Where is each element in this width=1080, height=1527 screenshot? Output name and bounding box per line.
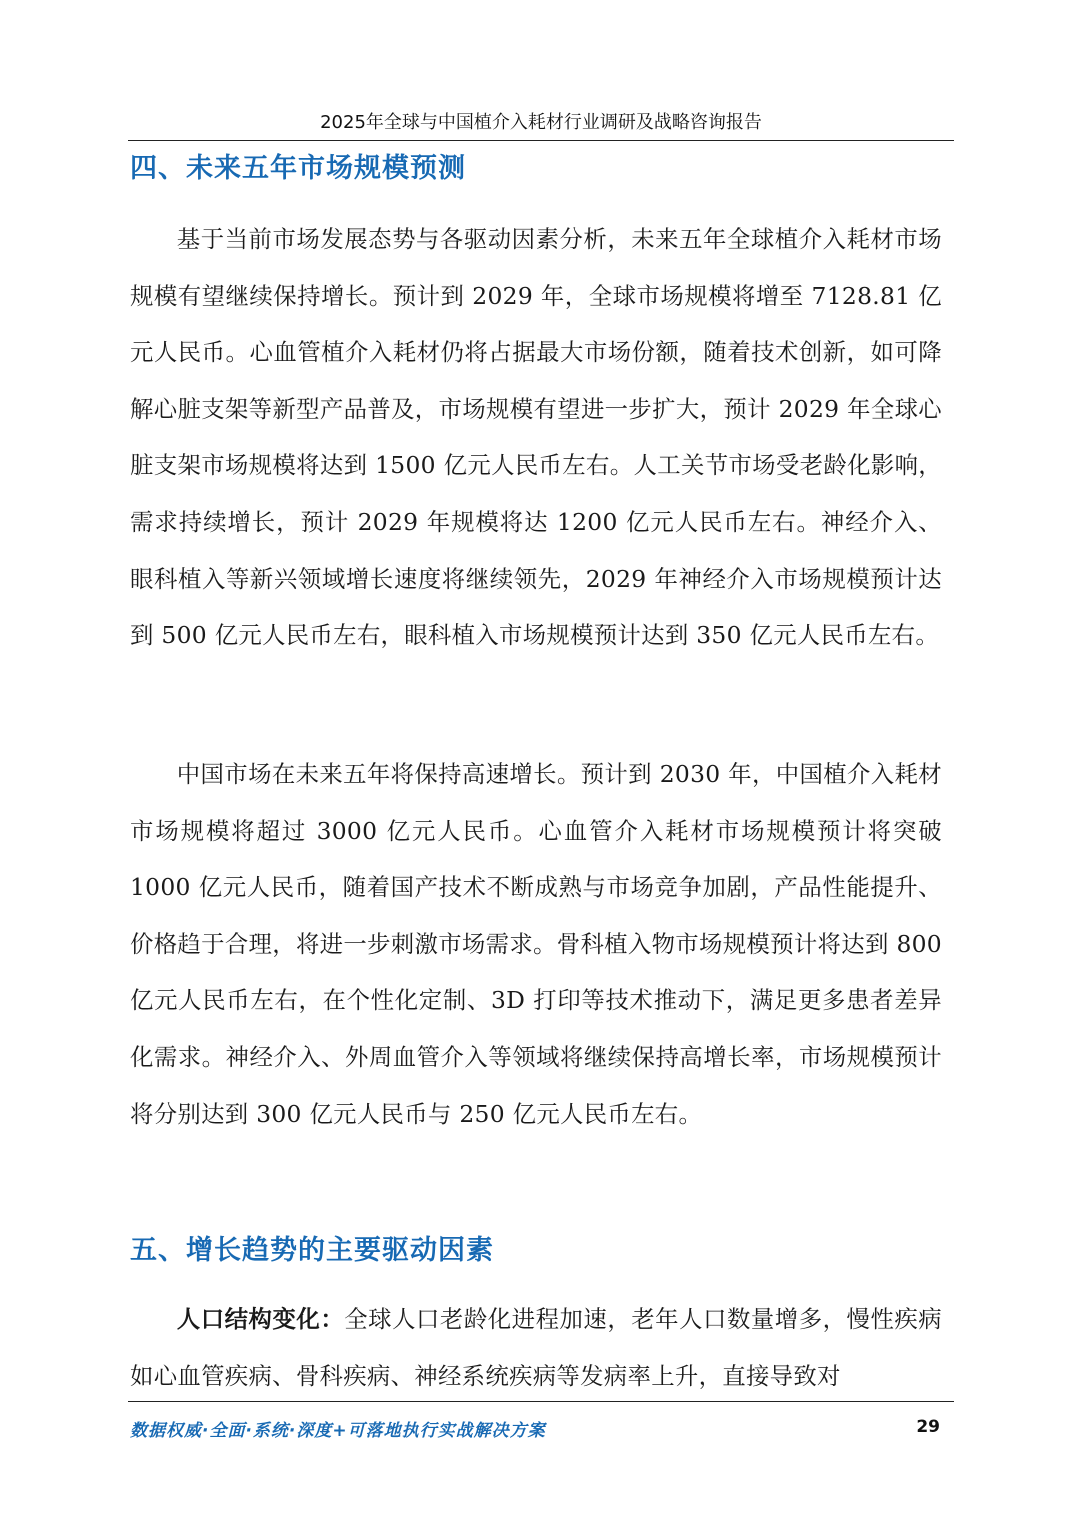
section-heading-drivers: 五、增长趋势的主要驱动因素 xyxy=(130,1235,494,1266)
footer-tagline: 数据权威·全面·系统·深度+可落地执行实战解决方案 xyxy=(130,1421,546,1441)
header-divider xyxy=(128,140,954,141)
page-header-title: 2025年全球与中国植介入耗材行业调研及战略咨询报告 xyxy=(320,112,762,133)
page-number: 29 xyxy=(916,1417,940,1437)
lead-term-population: 人口结构变化： xyxy=(176,1305,345,1333)
paragraph-population-driver xyxy=(130,1291,942,1404)
footer-divider xyxy=(128,1401,954,1402)
section-heading-forecast: 四、未来五年市场规模预测 xyxy=(130,153,466,184)
paragraph-china-forecast: 中国市场在未来五年将保持高速增长。预计到 2030 年，中国植介入耗材市场规模将超过 3000 亿元人民币。心血管介入耗材市场规模预计将突破 1000 亿元人民币，随着国产技术不断成熟与市场竞争加剧，产品性能提升、价格趋于合理，将进一步刺激市场需求。骨科植入物市场规模预计将达到 800 亿元人民币左右，在个性化定制、3D 打印等技术推动下，满足更多患者差异化需求。神经介入、外周血管介入等领域将继续保持高增长率，市场规模预计将分别达到 300 亿元人民币与 250 亿元人民币左右。 xyxy=(130,760,942,1128)
paragraph-population-text: 全球人口老龄化进程加速，老年人口数量增多，慢性疾病如心血管疾病、骨科疾病、神经系统疾病等发病率上升，直接导致对 xyxy=(130,1305,942,1390)
paragraph-global-forecast: 基于当前市场发展态势与各驱动因素分析，未来五年全球植介入耗材市场规模有望继续保持增长。预计到 2029 年，全球市场规模将增至 7128.81 亿元人民币。心血管植介入耗材仍将占据最大市场份额，随着技术创新，如可降解心脏支架等新型产品普及，市场规模有望进一步扩大，预计 2029 年全球心脏支架市场规模将达到 1500 亿元人民币左右。人工关节市场受老龄化影响，需求持续增长，预计 2029 年规模将达 1200 亿元人民币左右。神经介入、眼科植入等新兴领域增长速度将继续领先，2029 年神经介入市场规模预计达到 500 亿元人民币左右，眼科植入市场规模预计达到 350 亿元人民币左右。 xyxy=(130,225,942,650)
